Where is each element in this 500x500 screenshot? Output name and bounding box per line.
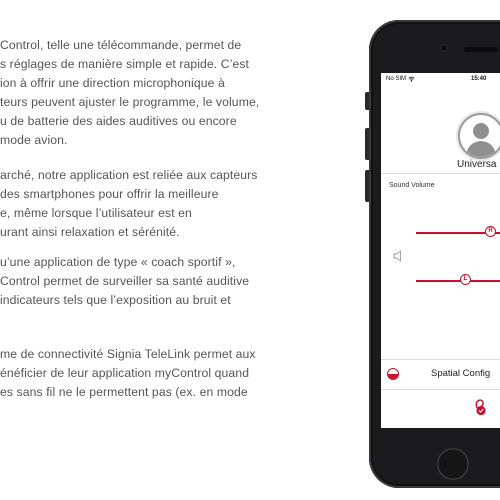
text-line: arché, notre application est reliée aux capteurs [0,168,258,182]
text-line: s réglages de manière simple et rapide. C’est [0,57,250,71]
text-line: indicateurs tels que l’exposition au bruit et [0,293,231,307]
avatar-silhouette [460,115,500,157]
status-time: 15:40 [471,76,487,82]
spatial-config-row[interactable] [381,361,500,389]
hearing-aid-icon[interactable] [473,399,487,416]
home-button[interactable] [437,448,469,480]
text-line: Control, telle une télécommande, permet de [0,38,242,52]
divider [381,359,500,360]
text-line: me de connectivité Signia TeleLink permet aux [0,347,256,361]
paragraph-2 [0,166,360,242]
text-line: mode avion. [0,133,68,147]
text-line: teurs peuvent ajuster le programme, le volume, [0,95,260,109]
sound-volume-label: Sound Volume [389,182,435,189]
text-line: des smartphones pour offrir la meilleure [0,187,219,201]
user-avatar-icon[interactable] [458,113,500,159]
carrier-label: No SIM [386,76,407,82]
earpiece [464,47,498,52]
device-name: Universa [457,159,497,170]
spatial-config-icon [387,368,399,380]
status-bar [381,73,500,87]
left-volume-knob[interactable]: L [460,274,471,285]
divider [381,389,500,390]
wifi-icon [408,76,415,82]
right-volume-knob[interactable]: R [485,226,496,237]
text-line: énéficier de leur application myControl quand [0,366,250,380]
text-line: e, même lorsque l’utilisateur est en [0,206,192,220]
text-line: es sans fil ne le permettent pas (ex. en mode [0,385,248,399]
text-line: u de batterie des aides auditives ou encore [0,114,237,128]
paragraph-1 [0,36,360,150]
divider [381,173,500,174]
paragraph-3 [0,253,360,310]
carrier-group [386,76,415,82]
left-volume-slider[interactable] [416,280,500,282]
front-camera [440,44,448,52]
text-line: Control permet de surveiller sa santé auditive [0,274,250,288]
paragraph-4 [0,345,360,402]
speaker-icon [393,250,402,262]
text-line: u’une application de type « coach sportif », [0,255,236,269]
app-screen [381,73,500,428]
text-line: ion à offrir une direction microphonique à [0,76,225,90]
spatial-config-label: Spatial Config [431,368,491,379]
text-line: urant ainsi relaxation et sérénité. [0,225,180,239]
